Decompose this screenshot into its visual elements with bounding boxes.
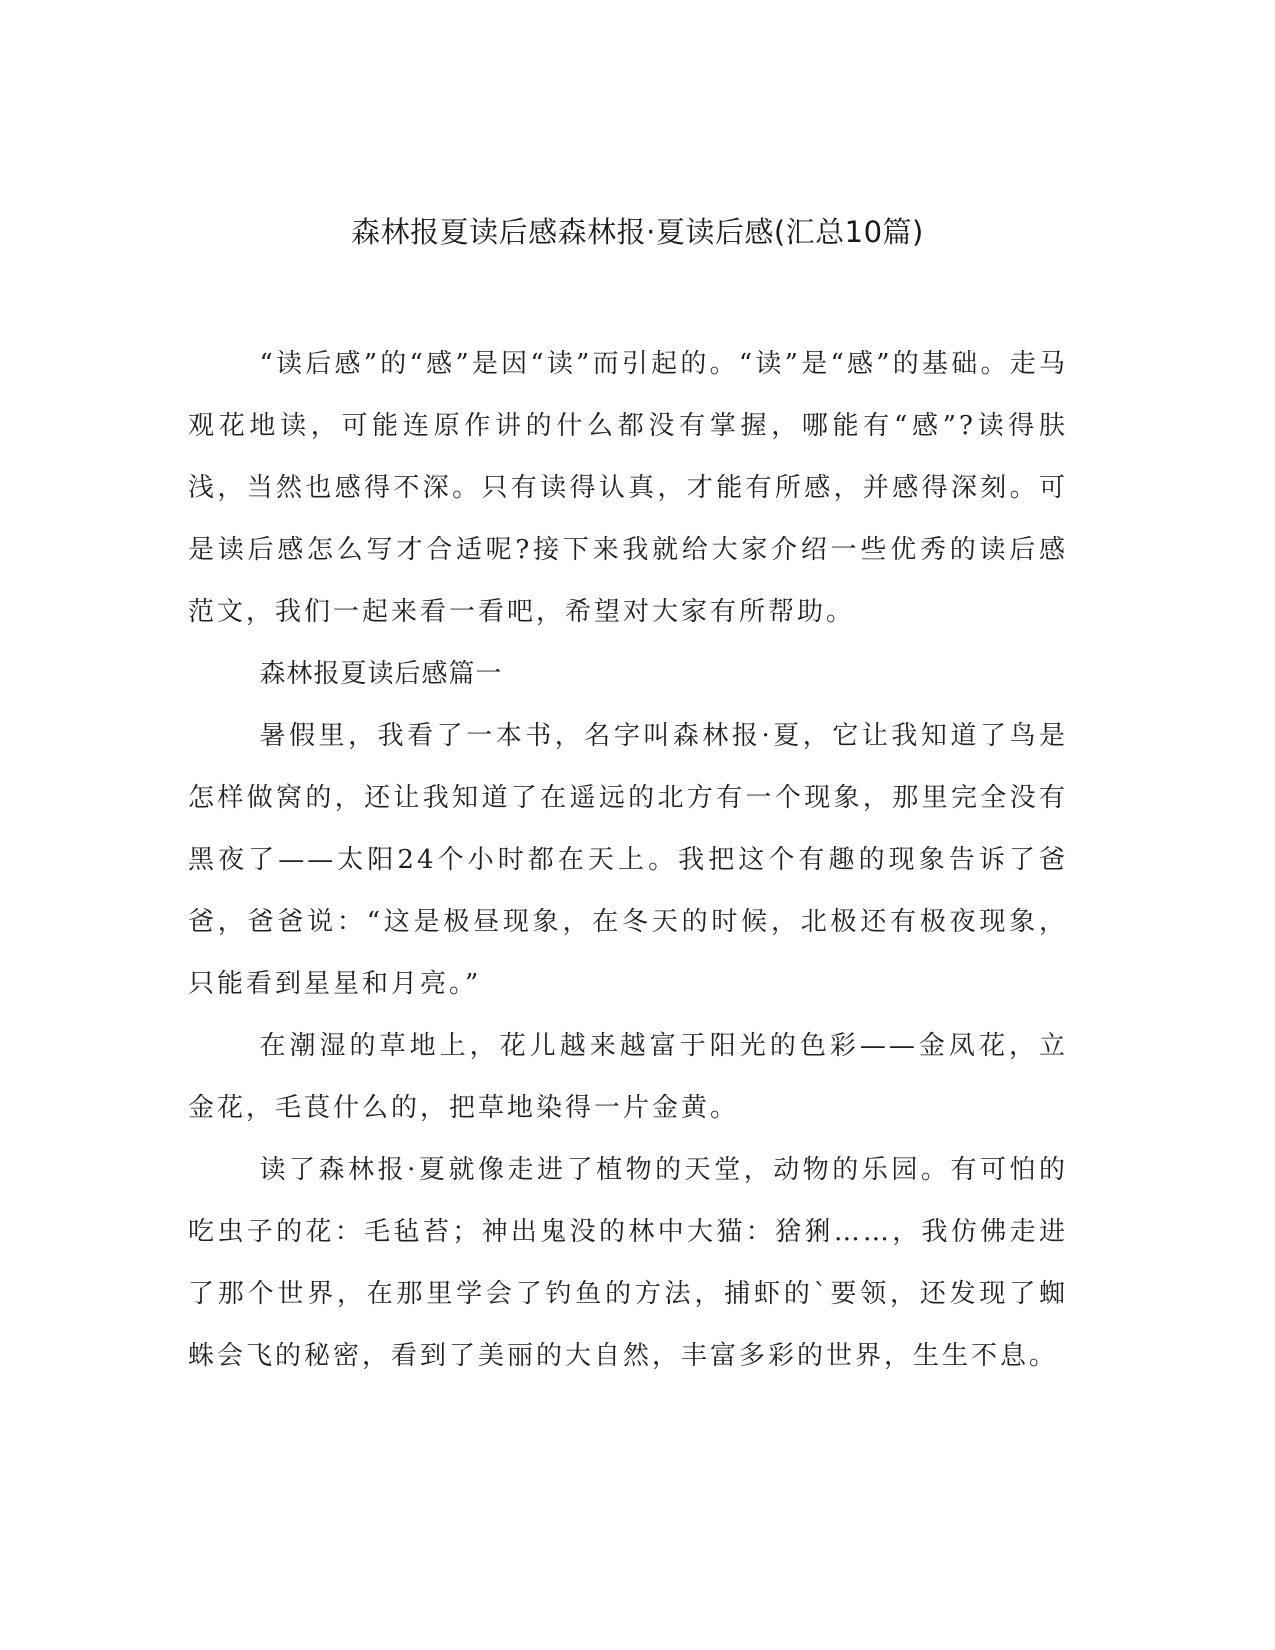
document-body [188,333,1068,1387]
body-paragraph: 在潮湿的草地上，花儿越来越富于阳光的色彩——金凤花，立金花，毛茛什么的，把草地染得一片金黄。 [188,1031,1068,1123]
document-title: 森林报夏读后感森林报·夏读后感(汇总10篇) [351,215,924,249]
body-paragraph: 暑假里，我看了一本书，名字叫森林报·夏，它让我知道了鸟是怎样做窝的，还让我知道了在遥远的北方有一个现象，那里完全没有黑夜了——太阳24个小时都在天上。我把这个有趣的现象告诉了爸爸，爸爸说：“这是极昼现象，在冬天的时候，北极还有极夜现象，只能看到星星和月亮。” [188,721,1068,999]
body-paragraph: 读了森林报·夏就像走进了植物的天堂，动物的乐园。有可怕的吃虫子的花：毛毡苔；神出鬼没的林中大猫：猞猁……，我仿佛走进了那个世界，在那里学会了钓鱼的方法，捕虾的`要领，还发现了蜘蛛会飞的秘密，看到了美丽的大自然，丰富多彩的世界，生生不息。 [188,1155,1068,1371]
intro-paragraph: “读后感”的“感”是因“读”而引起的。“读”是“感”的基础。走马观花地读，可能连原作讲的什么都没有掌握，哪能有“感”?读得肤浅，当然也感得不深。只有读得认真，才能有所感，并感得深刻。可是读后感怎么写才合适呢?接下来我就给大家介绍一些优秀的读后感范文，我们一起来看一看吧，希望对大家有所帮助。 [188,349,1068,627]
section-heading: 森林报夏读后感篇一 [259,659,503,689]
